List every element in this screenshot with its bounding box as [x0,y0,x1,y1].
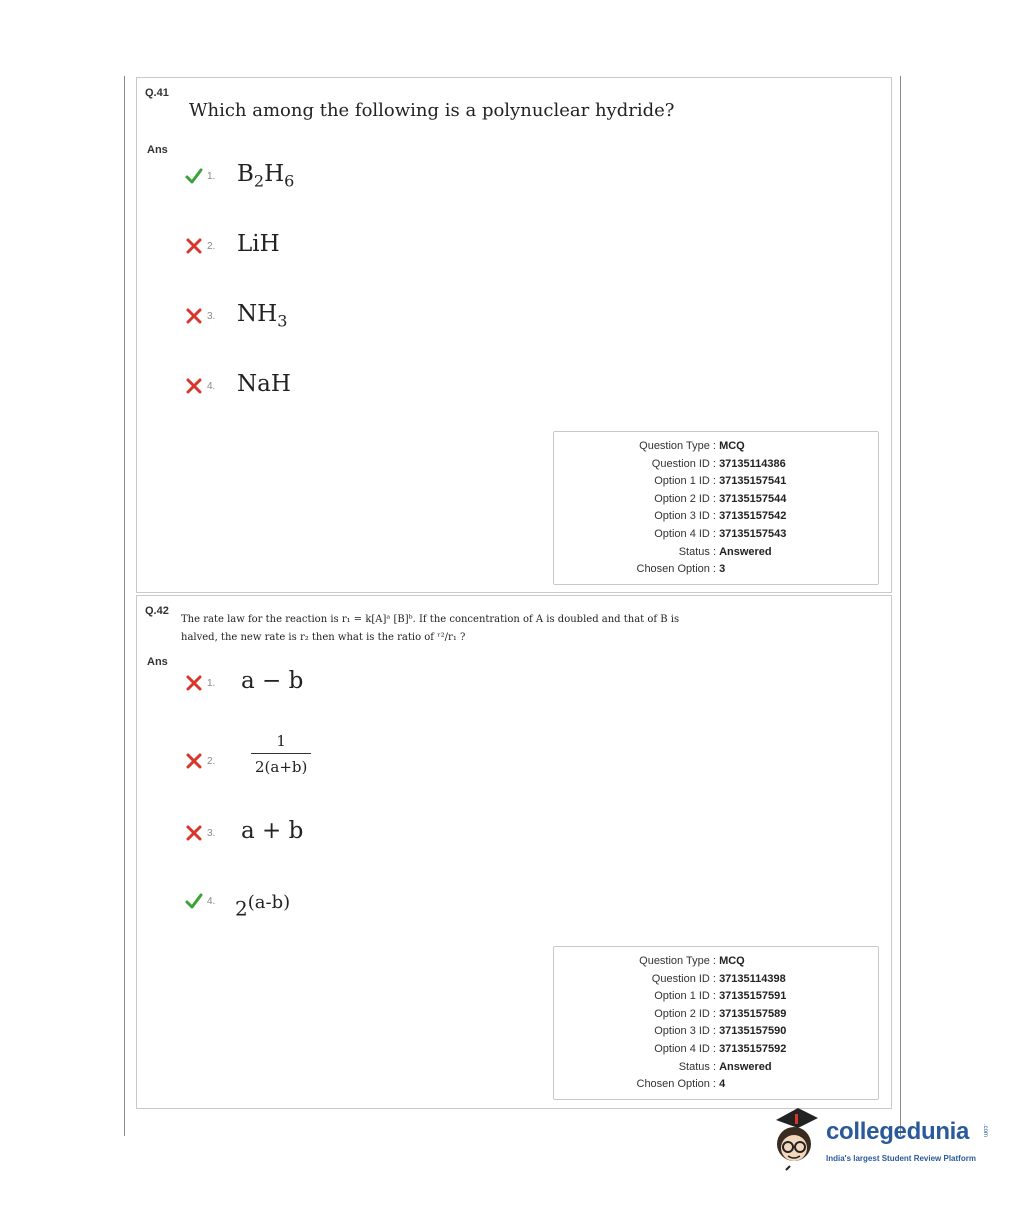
cross-icon [185,377,203,395]
info-row: Status : Answered [678,1060,772,1073]
option-number: 1. [207,678,216,689]
question-text-line-2: halved, the new rate is r₂ then what is the ratio of ʳ²/r₁ ? [181,632,466,643]
option-text: a + b [241,818,304,844]
info-row: Option 3 ID : 37135157590 [654,1025,787,1038]
check-icon [185,167,203,185]
option-text: $NH_3$ [237,301,288,331]
info-row: Option 2 ID : 37135157589 [654,1007,787,1020]
question-info-panel [553,431,879,585]
option-number: 2. [207,241,216,252]
option-fraction: $\frac{1}{2(a+b)}$ [251,732,311,776]
question-42-card [136,595,892,1109]
question-41-card [136,77,892,593]
page-frame-left [124,76,125,1136]
collegedunia-logo [768,1104,998,1174]
cross-icon [185,824,203,842]
cross-icon [185,237,203,255]
answer-label: Ans [147,656,168,668]
info-row: Option 2 ID : 37135157544 [654,492,787,505]
info-row: Option 4 ID : 37135157543 [654,527,787,540]
logo-tagline: India's largest Student Review Platform [826,1154,976,1163]
info-row: Question Type : MCQ [639,440,745,452]
info-row: Option 1 ID : 37135157541 [654,475,787,488]
option-number: 4. [207,896,216,907]
cross-icon [185,752,203,770]
question-info-panel [553,946,879,1100]
option-text: 2$^{(a-b)}$ [235,892,291,921]
question-number: Q.42 [145,605,169,617]
cross-icon [185,307,203,325]
mascot-icon [768,1104,824,1174]
option-number: 2. [207,756,216,767]
info-row: Chosen Option : 3 [636,563,726,576]
logo-name: collegedunia [826,1118,970,1145]
answer-label: Ans [147,144,168,156]
option-text: LiH [237,231,280,257]
option-text: NaH [237,371,291,397]
info-row: Chosen Option : 4 [636,1078,726,1091]
info-row: Status : Answered [678,545,772,558]
cross-icon [185,674,203,692]
option-text: $B_2H_6$ [237,161,295,191]
info-row: Question ID : 37135114398 [651,972,786,985]
page-frame-right [900,76,901,1136]
info-row: Option 4 ID : 37135157592 [654,1042,787,1055]
info-row: Question ID : 37135114386 [651,457,786,470]
option-text: a − b [241,668,304,694]
option-number: 4. [207,381,216,392]
question-text: Which among the following is a polynuclear hydride? [189,100,675,121]
option-number: 3. [207,828,216,839]
question-text-line-1: The rate law for the reaction is r₁ = k[A]ᵃ [B]ᵇ. If the concentration of A is doubled and that of B is [181,614,680,625]
question-number: Q.41 [145,87,169,99]
logo-suffix: .com [982,1124,988,1138]
option-number: 3. [207,311,216,322]
info-row: Option 1 ID : 37135157591 [654,990,787,1003]
info-row: Option 3 ID : 37135157542 [654,510,787,523]
option-number: 1. [207,171,216,182]
info-row: Question Type : MCQ [639,955,745,967]
check-icon [185,892,203,910]
